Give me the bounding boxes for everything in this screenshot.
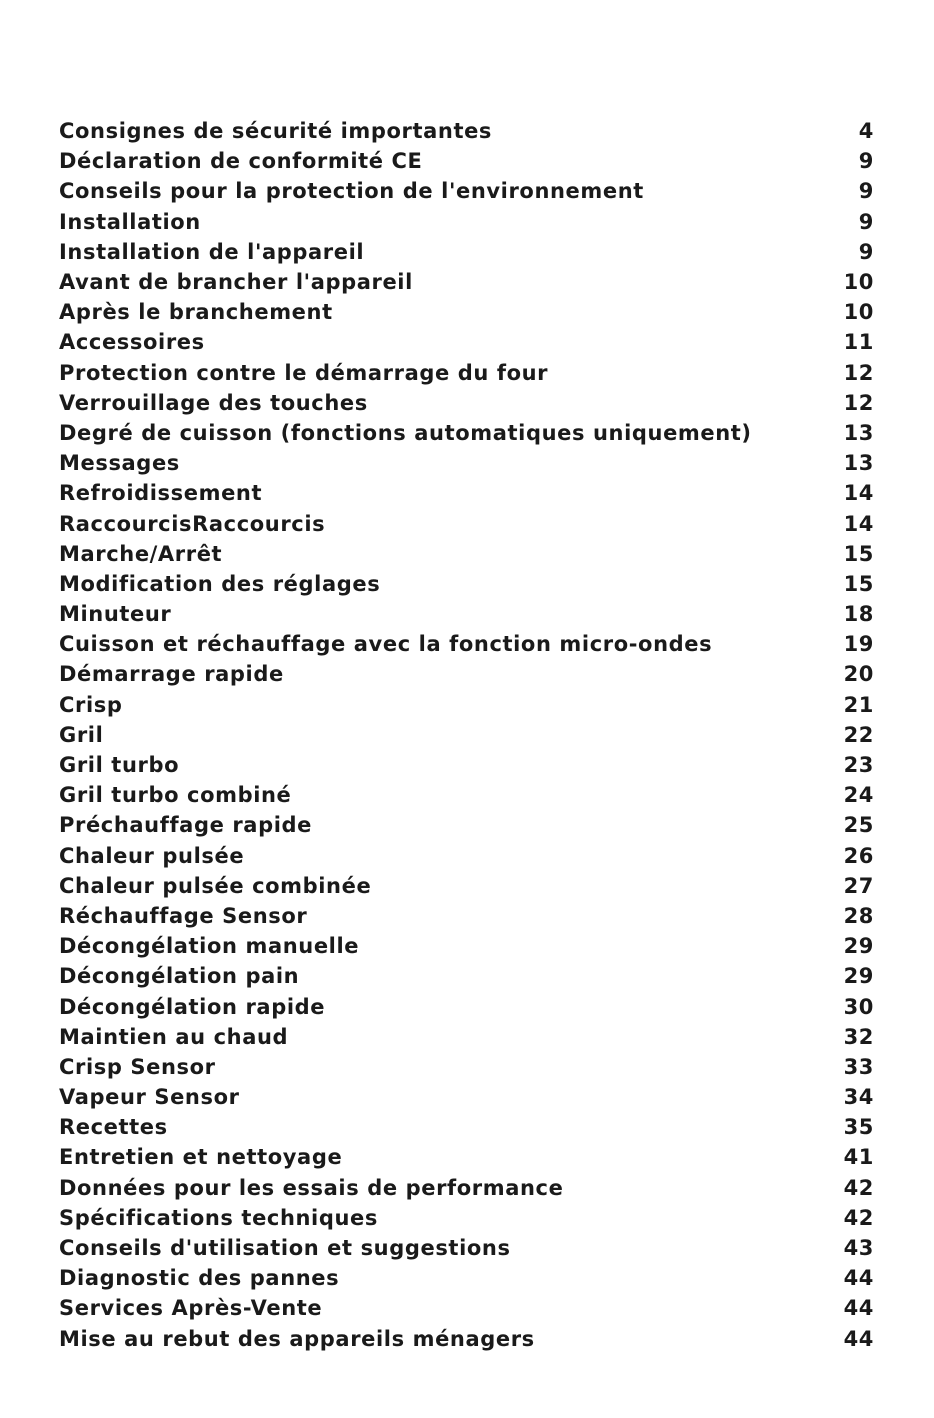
toc-entry-page-number: 15 bbox=[843, 541, 874, 566]
toc-entry-page-number: 14 bbox=[843, 511, 874, 536]
toc-entry-title: Décongélation rapide bbox=[59, 994, 326, 1019]
toc-entry bbox=[59, 901, 874, 931]
toc-entry-page-number: 20 bbox=[843, 662, 874, 687]
toc-entry-title: Conseils pour la protection de l'environnement bbox=[59, 179, 644, 204]
toc-entry-title: Accessoires bbox=[59, 330, 205, 355]
toc-entry-title: Services Après-Vente bbox=[59, 1296, 323, 1321]
toc-entry-title: Protection contre le démarrage du four bbox=[59, 360, 549, 385]
toc-entry bbox=[59, 750, 874, 780]
toc-entry-title: Avant de brancher l'appareil bbox=[59, 270, 413, 295]
toc-entry bbox=[59, 267, 874, 297]
toc-entry bbox=[59, 569, 874, 599]
toc-entry bbox=[59, 659, 874, 689]
toc-entry-title: Déclaration de conformité CE bbox=[59, 149, 423, 174]
toc-entry-title: Gril turbo bbox=[59, 753, 180, 778]
toc-entry-page-number: 41 bbox=[843, 1145, 874, 1170]
toc-entry-title: Degré de cuisson (fonctions automatiques uniquement) bbox=[59, 420, 752, 445]
toc-entry-title: Modification des réglages bbox=[59, 571, 381, 596]
toc-entry-title: Messages bbox=[59, 451, 180, 476]
toc-entry-title: Crisp bbox=[59, 692, 123, 717]
toc-entry-title: Après le branchement bbox=[59, 300, 333, 325]
toc-entry-page-number: 9 bbox=[858, 179, 874, 204]
toc-entry bbox=[59, 297, 874, 327]
toc-entry bbox=[59, 931, 874, 961]
toc-entry-title: Marche/Arrêt bbox=[59, 541, 223, 566]
toc-entry-title: Décongélation manuelle bbox=[59, 934, 360, 959]
toc-entry-title: Mise au rebut des appareils ménagers bbox=[59, 1326, 535, 1351]
toc-entry-page-number: 43 bbox=[843, 1236, 874, 1261]
toc-entry-title: RaccourcisRaccourcis bbox=[59, 511, 326, 536]
toc-entry-page-number: 12 bbox=[843, 390, 874, 415]
toc-entry bbox=[59, 1263, 874, 1293]
toc-entry bbox=[59, 991, 874, 1021]
toc-entry bbox=[59, 810, 874, 840]
toc-entry bbox=[59, 1112, 874, 1142]
toc-entry-page-number: 44 bbox=[843, 1296, 874, 1321]
toc-entry bbox=[59, 1052, 874, 1082]
toc-entry-page-number: 24 bbox=[843, 783, 874, 808]
toc-entry-title: Décongélation pain bbox=[59, 964, 300, 989]
toc-entry-page-number: 29 bbox=[843, 964, 874, 989]
toc-entry bbox=[59, 1022, 874, 1052]
toc-entry-page-number: 26 bbox=[843, 843, 874, 868]
toc-entry-page-number: 44 bbox=[843, 1326, 874, 1351]
toc-entry-title: Préchauffage rapide bbox=[59, 813, 312, 838]
toc-entry bbox=[59, 418, 874, 448]
toc-entry-page-number: 15 bbox=[843, 571, 874, 596]
toc-entry bbox=[59, 1203, 874, 1233]
toc-entry bbox=[59, 116, 874, 146]
toc-entry-page-number: 29 bbox=[843, 934, 874, 959]
toc-entry bbox=[59, 327, 874, 357]
toc-entry-page-number: 18 bbox=[843, 602, 874, 627]
toc-entry-page-number: 13 bbox=[843, 451, 874, 476]
toc-entry bbox=[59, 508, 874, 538]
toc-entry-title: Cuisson et réchauffage avec la fonction micro-ondes bbox=[59, 632, 713, 657]
toc-entry-title: Réchauffage Sensor bbox=[59, 903, 308, 928]
toc-entry bbox=[59, 388, 874, 418]
toc-entry-page-number: 21 bbox=[843, 692, 874, 717]
toc-entry bbox=[59, 237, 874, 267]
toc-entry-page-number: 42 bbox=[843, 1175, 874, 1200]
toc-entry-page-number: 34 bbox=[843, 1085, 874, 1110]
toc-entry-page-number: 35 bbox=[843, 1115, 874, 1140]
toc-entry-page-number: 14 bbox=[843, 481, 874, 506]
toc-entry bbox=[59, 720, 874, 750]
toc-entry bbox=[59, 207, 874, 237]
toc-entry bbox=[59, 961, 874, 991]
toc-entry bbox=[59, 780, 874, 810]
toc-entry bbox=[59, 176, 874, 206]
toc-entry-title: Consignes de sécurité importantes bbox=[59, 119, 493, 144]
toc-entry-page-number: 32 bbox=[843, 1024, 874, 1049]
toc-entry bbox=[59, 1324, 874, 1354]
toc-entry bbox=[59, 1142, 874, 1172]
toc-entry bbox=[59, 539, 874, 569]
toc-entry-title: Chaleur pulsée bbox=[59, 843, 245, 868]
toc-entry bbox=[59, 599, 874, 629]
toc-entry-title: Gril turbo combiné bbox=[59, 783, 292, 808]
toc-entry-title: Installation bbox=[59, 209, 201, 234]
toc-entry-title: Refroidissement bbox=[59, 481, 263, 506]
toc-entry-page-number: 9 bbox=[858, 149, 874, 174]
toc-entry-page-number: 9 bbox=[858, 209, 874, 234]
toc-entry bbox=[59, 478, 874, 508]
toc-entry-page-number: 44 bbox=[843, 1266, 874, 1291]
toc-entry bbox=[59, 146, 874, 176]
toc-entry-page-number: 4 bbox=[858, 119, 874, 144]
toc-entry bbox=[59, 629, 874, 659]
toc-entry-page-number: 10 bbox=[843, 270, 874, 295]
toc-entry-page-number: 13 bbox=[843, 420, 874, 445]
toc-entry-page-number: 30 bbox=[843, 994, 874, 1019]
toc-entry-title: Maintien au chaud bbox=[59, 1024, 289, 1049]
toc-entry-title: Spécifications techniques bbox=[59, 1205, 378, 1230]
toc-entry bbox=[59, 1173, 874, 1203]
toc-entry-title: Vapeur Sensor bbox=[59, 1085, 240, 1110]
table-of-contents bbox=[59, 116, 874, 1354]
toc-entry-title: Installation de l'appareil bbox=[59, 239, 365, 264]
toc-entry bbox=[59, 448, 874, 478]
toc-entry bbox=[59, 358, 874, 388]
toc-entry-page-number: 28 bbox=[843, 903, 874, 928]
toc-entry-title: Diagnostic des pannes bbox=[59, 1266, 340, 1291]
toc-entry-title: Minuteur bbox=[59, 602, 172, 627]
toc-entry-title: Démarrage rapide bbox=[59, 662, 284, 687]
toc-entry-page-number: 25 bbox=[843, 813, 874, 838]
toc-entry-title: Recettes bbox=[59, 1115, 168, 1140]
toc-entry-page-number: 22 bbox=[843, 722, 874, 747]
toc-entry-page-number: 42 bbox=[843, 1205, 874, 1230]
toc-entry bbox=[59, 841, 874, 871]
toc-entry-page-number: 9 bbox=[858, 239, 874, 264]
toc-entry bbox=[59, 871, 874, 901]
toc-entry-title: Chaleur pulsée combinée bbox=[59, 873, 372, 898]
toc-entry bbox=[59, 690, 874, 720]
toc-entry-page-number: 23 bbox=[843, 753, 874, 778]
toc-entry-title: Conseils d'utilisation et suggestions bbox=[59, 1236, 511, 1261]
toc-entry-title: Données pour les essais de performance bbox=[59, 1175, 564, 1200]
toc-entry-page-number: 11 bbox=[843, 330, 874, 355]
toc-entry bbox=[59, 1233, 874, 1263]
toc-entry-page-number: 12 bbox=[843, 360, 874, 385]
toc-entry-title: Crisp Sensor bbox=[59, 1054, 216, 1079]
toc-entry bbox=[59, 1082, 874, 1112]
toc-entry-page-number: 19 bbox=[843, 632, 874, 657]
toc-entry-title: Entretien et nettoyage bbox=[59, 1145, 343, 1170]
toc-entry-page-number: 27 bbox=[843, 873, 874, 898]
toc-entry-page-number: 10 bbox=[843, 300, 874, 325]
toc-entry-title: Verrouillage des touches bbox=[59, 390, 368, 415]
toc-entry-title: Gril bbox=[59, 722, 104, 747]
toc-entry bbox=[59, 1293, 874, 1323]
toc-entry-page-number: 33 bbox=[843, 1054, 874, 1079]
